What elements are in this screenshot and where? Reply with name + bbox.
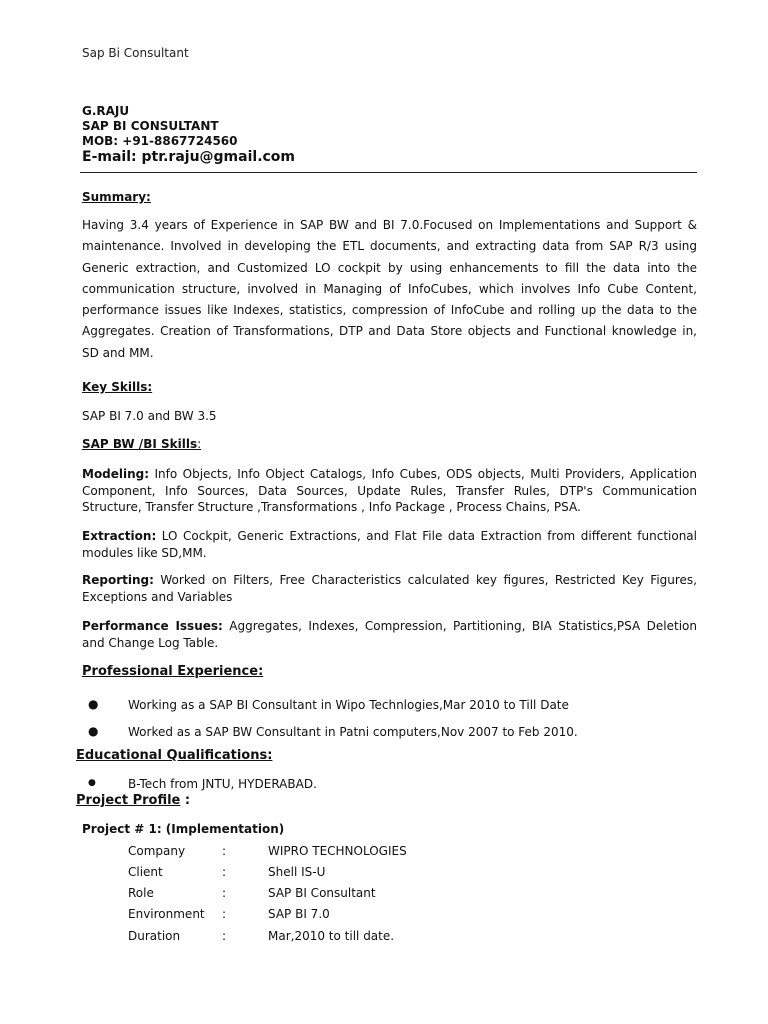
education-item: B-Tech from JNTU, HYDERABAD. xyxy=(128,777,317,791)
extraction-label: Extraction: xyxy=(82,529,157,543)
performance-label: Performance Issues: xyxy=(82,619,223,633)
extraction-skill xyxy=(82,528,697,561)
modeling-label: Modeling: xyxy=(82,467,150,481)
header-divider xyxy=(80,172,697,173)
performance-skill xyxy=(82,618,697,651)
project-row-separator: : xyxy=(222,865,227,879)
education-heading: Educational Qualifications: xyxy=(76,748,273,763)
project-row-value: WIPRO TECHNOLOGIES xyxy=(268,844,407,858)
project-1-title: Project # 1: (Implementation) xyxy=(82,822,285,836)
project-profile-heading-text: Project Profile xyxy=(76,793,181,808)
key-skills-heading: Key Skills: xyxy=(82,380,153,394)
project-profile-heading-colon: : xyxy=(180,793,191,808)
project-row-label: Client xyxy=(128,865,163,879)
project-row-value: Mar,2010 to till date. xyxy=(268,929,395,943)
candidate-title: SAP BI CONSULTANT xyxy=(82,119,219,133)
bw-skills-heading-colon: : xyxy=(197,437,202,451)
performance-text: Aggregates, Indexes, Compression, Partitioning, BIA Statistics,PSA Deletion and Change Log Table. xyxy=(82,619,697,650)
candidate-email: E-mail: ptr.raju@gmail.com xyxy=(82,149,296,165)
project-row-label: Company xyxy=(128,844,186,858)
experience-heading: Professional Experience: xyxy=(82,664,264,679)
bw-skills-heading xyxy=(82,437,201,451)
reporting-skill xyxy=(82,572,697,605)
modeling-skill xyxy=(82,466,697,516)
modeling-text: Info Objects, Info Object Catalogs, Info Cubes, ODS objects, Multi Providers, Application Component, Info Sources, Data Sources, Update Rules, Transfer Rules, DTP's Communication Structure, Transfer Structure ,Transformations , Info Package , Process Chains, PSA. xyxy=(82,467,697,514)
project-row-label: Duration xyxy=(128,929,181,943)
reporting-label: Reporting: xyxy=(82,573,154,587)
project-row-separator: : xyxy=(222,929,227,943)
project-row-separator: : xyxy=(222,886,227,900)
bullet-icon: ● xyxy=(88,778,96,788)
project-row-label: Environment xyxy=(128,907,205,921)
reporting-text: Worked on Filters, Free Characteristics calculated key figures, Restricted Key Figures, Exceptions and Variables xyxy=(82,573,697,604)
project-row-separator: : xyxy=(222,844,227,858)
experience-item: Worked as a SAP BW Consultant in Patni computers,Nov 2007 to Feb 2010. xyxy=(128,725,578,739)
project-row-label: Role xyxy=(128,886,154,900)
bullet-icon: ● xyxy=(88,697,99,711)
key-skills-text: SAP BI 7.0 and BW 3.5 xyxy=(82,409,217,423)
project-row-value: Shell IS-U xyxy=(268,865,326,879)
summary-text: Having 3.4 years of Experience in SAP BW and BI 7.0.Focused on Implementations and Support & maintenance. Involved in developing the ETL documents, and extracting data from SAP R/3 using Generic extraction, and Customized LO cockpit by using enhancements to fill the data into the communication structure, involved in Managing of InfoCubes, which involves Info Cube Content, performance issues like Indexes, statistics, compression of InfoCube and rolling up the data to the Aggregates. Creation of Transformations, DTP and Data Store objects and Functional knowledge in, SD and MM. xyxy=(82,218,697,360)
document-header: Sap Bi Consultant xyxy=(82,46,189,60)
bw-skills-heading-text: SAP BW /BI Skills xyxy=(82,437,198,451)
candidate-name: G.RAJU xyxy=(82,104,130,118)
project-row-value: SAP BI Consultant xyxy=(268,886,376,900)
experience-item: Working as a SAP BI Consultant in Wipo Technlogies,Mar 2010 to Till Date xyxy=(128,698,569,712)
candidate-mobile: MOB: +91-8867724560 xyxy=(82,134,238,148)
project-row-value: SAP BI 7.0 xyxy=(268,907,330,921)
bullet-icon: ● xyxy=(88,724,99,738)
summary-heading: Summary: xyxy=(82,190,151,204)
project-row-separator: : xyxy=(222,907,227,921)
project-profile-heading xyxy=(76,793,190,808)
extraction-text: LO Cockpit, Generic Extractions, and Flat File data Extraction from different functional modules like SD,MM. xyxy=(82,529,697,560)
